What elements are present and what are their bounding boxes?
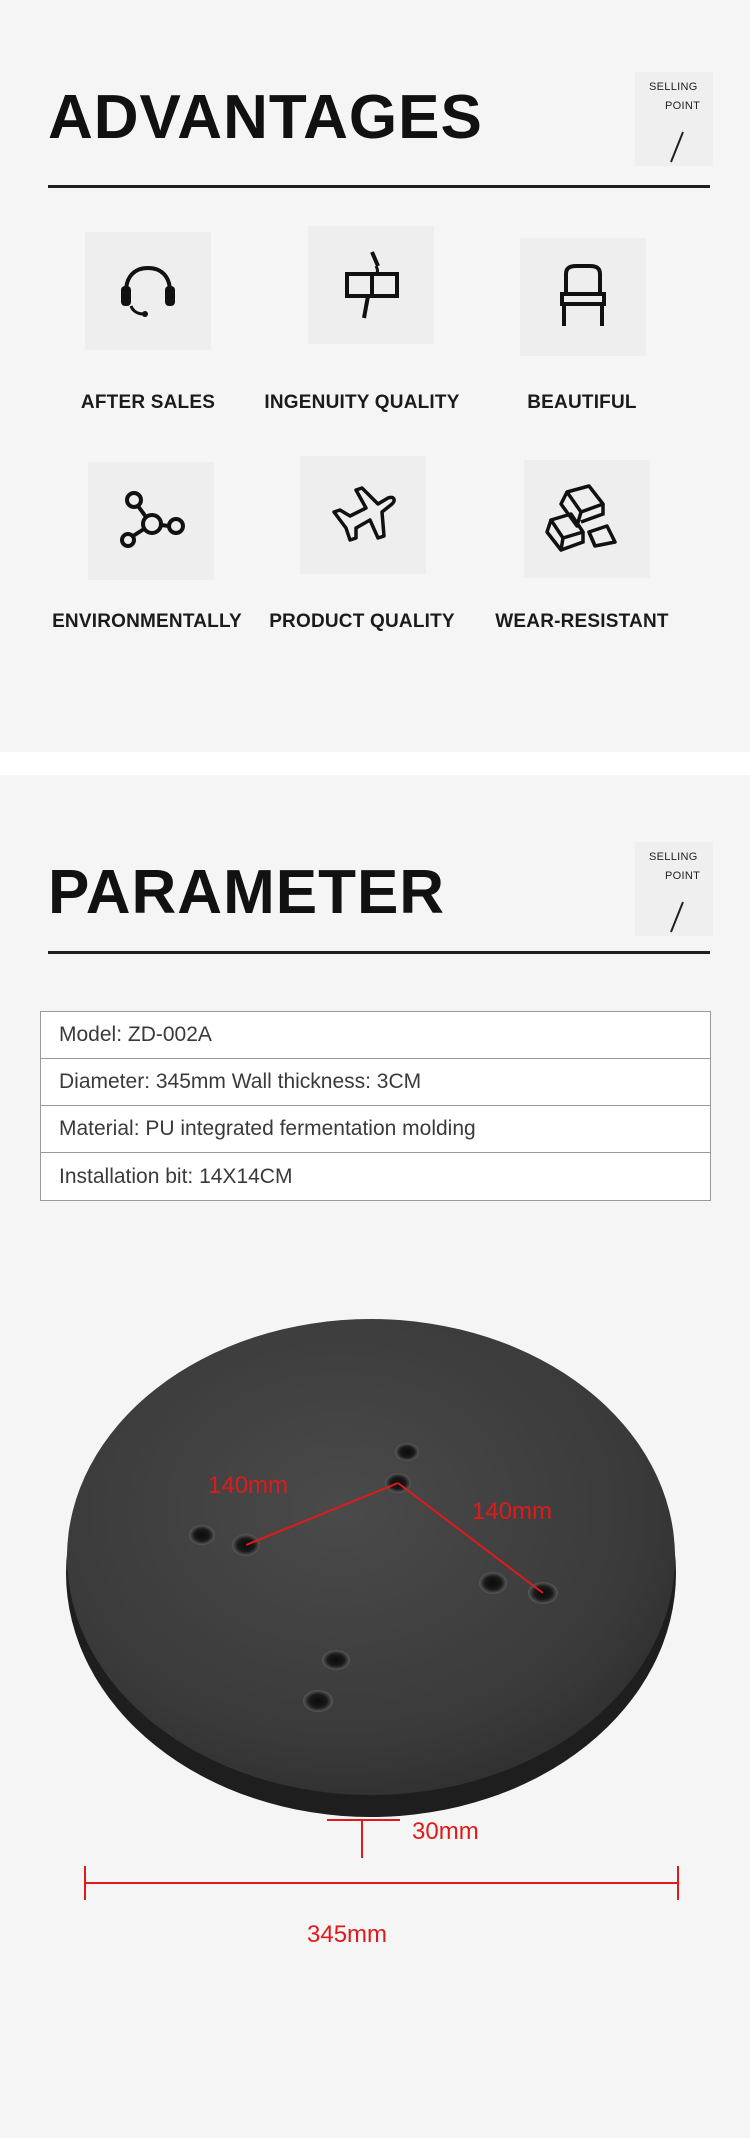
gold-bars-icon <box>537 474 637 564</box>
wear-resistant-label: WEAR-RESISTANT <box>495 611 669 632</box>
param-row-installation: Installation bit: 14X14CM <box>59 1164 293 1188</box>
slash-icon <box>667 128 687 166</box>
beautiful-label: BEAUTIFUL <box>527 392 637 413</box>
advantages-title: ADVANTAGES <box>48 83 483 152</box>
diameter-label: 345mm <box>307 1921 388 1948</box>
param-row-material: Material: PU integrated fermentation molding <box>41 1106 710 1153</box>
headset-icon <box>103 246 193 336</box>
param-row-model: Model: ZD-002A <box>41 1012 710 1059</box>
ruler-tool-icon <box>326 240 416 330</box>
airplane-icon <box>318 470 408 560</box>
badge-line-1: SELLING <box>649 851 698 863</box>
environmentally-tile <box>88 462 214 580</box>
badge-line-1: SELLING <box>649 81 698 93</box>
hole-spacing-label-a: 140mm <box>208 1472 289 1499</box>
badge-line-2: POINT <box>665 870 701 882</box>
ingenuity-quality-tile <box>308 226 434 344</box>
parameter-section <box>0 775 750 2138</box>
disc-top <box>67 1319 675 1795</box>
hole-spacing-label-b: 140mm <box>472 1498 553 1525</box>
chair-icon <box>538 252 628 342</box>
after-sales-tile <box>85 232 211 350</box>
beautiful-tile <box>520 238 646 356</box>
ingenuity-quality-label: INGENUITY QUALITY <box>264 392 460 413</box>
badge-line-2: POINT <box>665 100 701 112</box>
selling-point-badge <box>635 72 713 166</box>
molecule-icon <box>106 476 196 566</box>
environmentally-label: ENVIRONMENTALLY <box>52 611 242 632</box>
product-quality-tile <box>300 456 426 574</box>
thickness-label: 30mm <box>412 1818 479 1845</box>
product-quality-label: PRODUCT QUALITY <box>269 611 455 632</box>
wear-resistant-tile <box>524 460 650 578</box>
param-row-diameter: Diameter: 345mm Wall thickness: 3CM <box>41 1059 710 1106</box>
title-divider <box>48 185 710 188</box>
parameter-title: PARAMETER <box>48 858 446 927</box>
after-sales-label: AFTER SALES <box>80 392 216 413</box>
advantages-section <box>0 0 750 752</box>
